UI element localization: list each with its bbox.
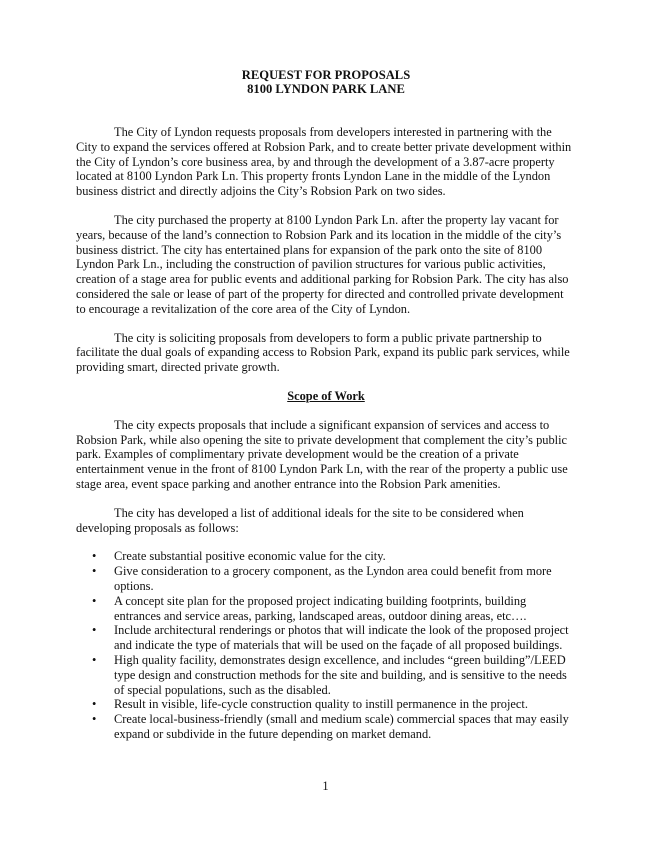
page-number: 1 [322, 779, 329, 793]
title-line-1: REQUEST FOR PROPOSALS [241, 68, 411, 82]
list-item: • Create local-business-friendly (small and medium scale) commercial spaces that may easily expand or subdivide in the future depending on market demand. [92, 712, 569, 741]
ideals-list [76, 549, 576, 741]
list-item: • Give consideration to a grocery component, as the Lyndon area could benefit from more options. [92, 564, 552, 593]
bullet-icon: • [92, 549, 97, 564]
title-line-2: 8100 LYNDON PARK LANE [247, 82, 405, 96]
intro-paragraph: The City of Lyndon requests proposals from developers interested in partnering with the City to expand the services offered at Robsion Park, and to create better private development within the City of Lyndon’s core business area, by and through the development of a 3.87-acre property located at 8100 Lyndon Park Ln. This property fronts Lyndon Lane in the middle of the Lyndon business district and directly adjoins the City’s Robsion Park on two sides. [76, 125, 572, 199]
bullet-icon: • [92, 697, 97, 712]
bullet-icon: • [92, 564, 97, 579]
list-item: • Result in visible, life-cycle construction quality to instill permanence in the project. [92, 697, 528, 712]
document-title [76, 68, 576, 96]
bullet-icon: • [92, 712, 97, 727]
bullet-icon: • [92, 623, 97, 638]
bullet-icon: • [92, 652, 97, 667]
bullet-icon: • [92, 593, 97, 608]
list-item: • High quality facility, demonstrates design excellence, and includes “green building”/LEED type design and construction methods for the site and building, and is sensitive to the needs of special populations, such as the disabled. [92, 652, 567, 697]
solicitation-paragraph: The city is soliciting proposals from developers to form a public private partnership to facilitate the dual goals of expanding access to Robsion Park, expand its public park services, while providing smart, directed private growth. [76, 330, 570, 375]
purchase-paragraph: The city purchased the property at 8100 Lyndon Park Ln. after the property lay vacant for years, because of the land’s connection to Robsion Park and its location in the middle of the city’s business district. The city has entertained plans for expansion of the park onto the site of 8100 Lyndon Park Ln., including the construction of pavilion structures for various public activities, creation of a stage area for public events and additional parking for Robsion Park. The city has also considered the sale or lease of part of the property for directed and controlled private development to encourage a revitalization of the core area of the City of Lyndon. [76, 212, 569, 316]
scope-of-work-heading: Scope of Work [287, 388, 365, 403]
list-item: • A concept site plan for the proposed project indicating building footprints, building entrances and service areas, parking, landscaped areas, outdoor dining areas, etc…. [92, 593, 527, 623]
list-item: • Include architectural renderings or photos that will indicate the look of the proposed project and indicate the type of materials that will be used on the façade of all proposed buildings. [92, 623, 569, 653]
ideals-intro-paragraph: The city has developed a list of additional ideals for the site to be considered when developing proposals as follows: [76, 505, 524, 535]
list-item: • Create substantial positive economic value for the city. [92, 549, 386, 564]
expectations-paragraph: The city expects proposals that include a significant expansion of services and access to Robsion Park, while also opening the site to private development that complement the city’s public park. Examples of complimentary private development would be the creation of a private entertainment venue in the front of 8100 Lyndon Park Ln, with the rear of the property a public use stage area, event space parking and another entrance into the Robsion Park amenities. [76, 417, 568, 491]
